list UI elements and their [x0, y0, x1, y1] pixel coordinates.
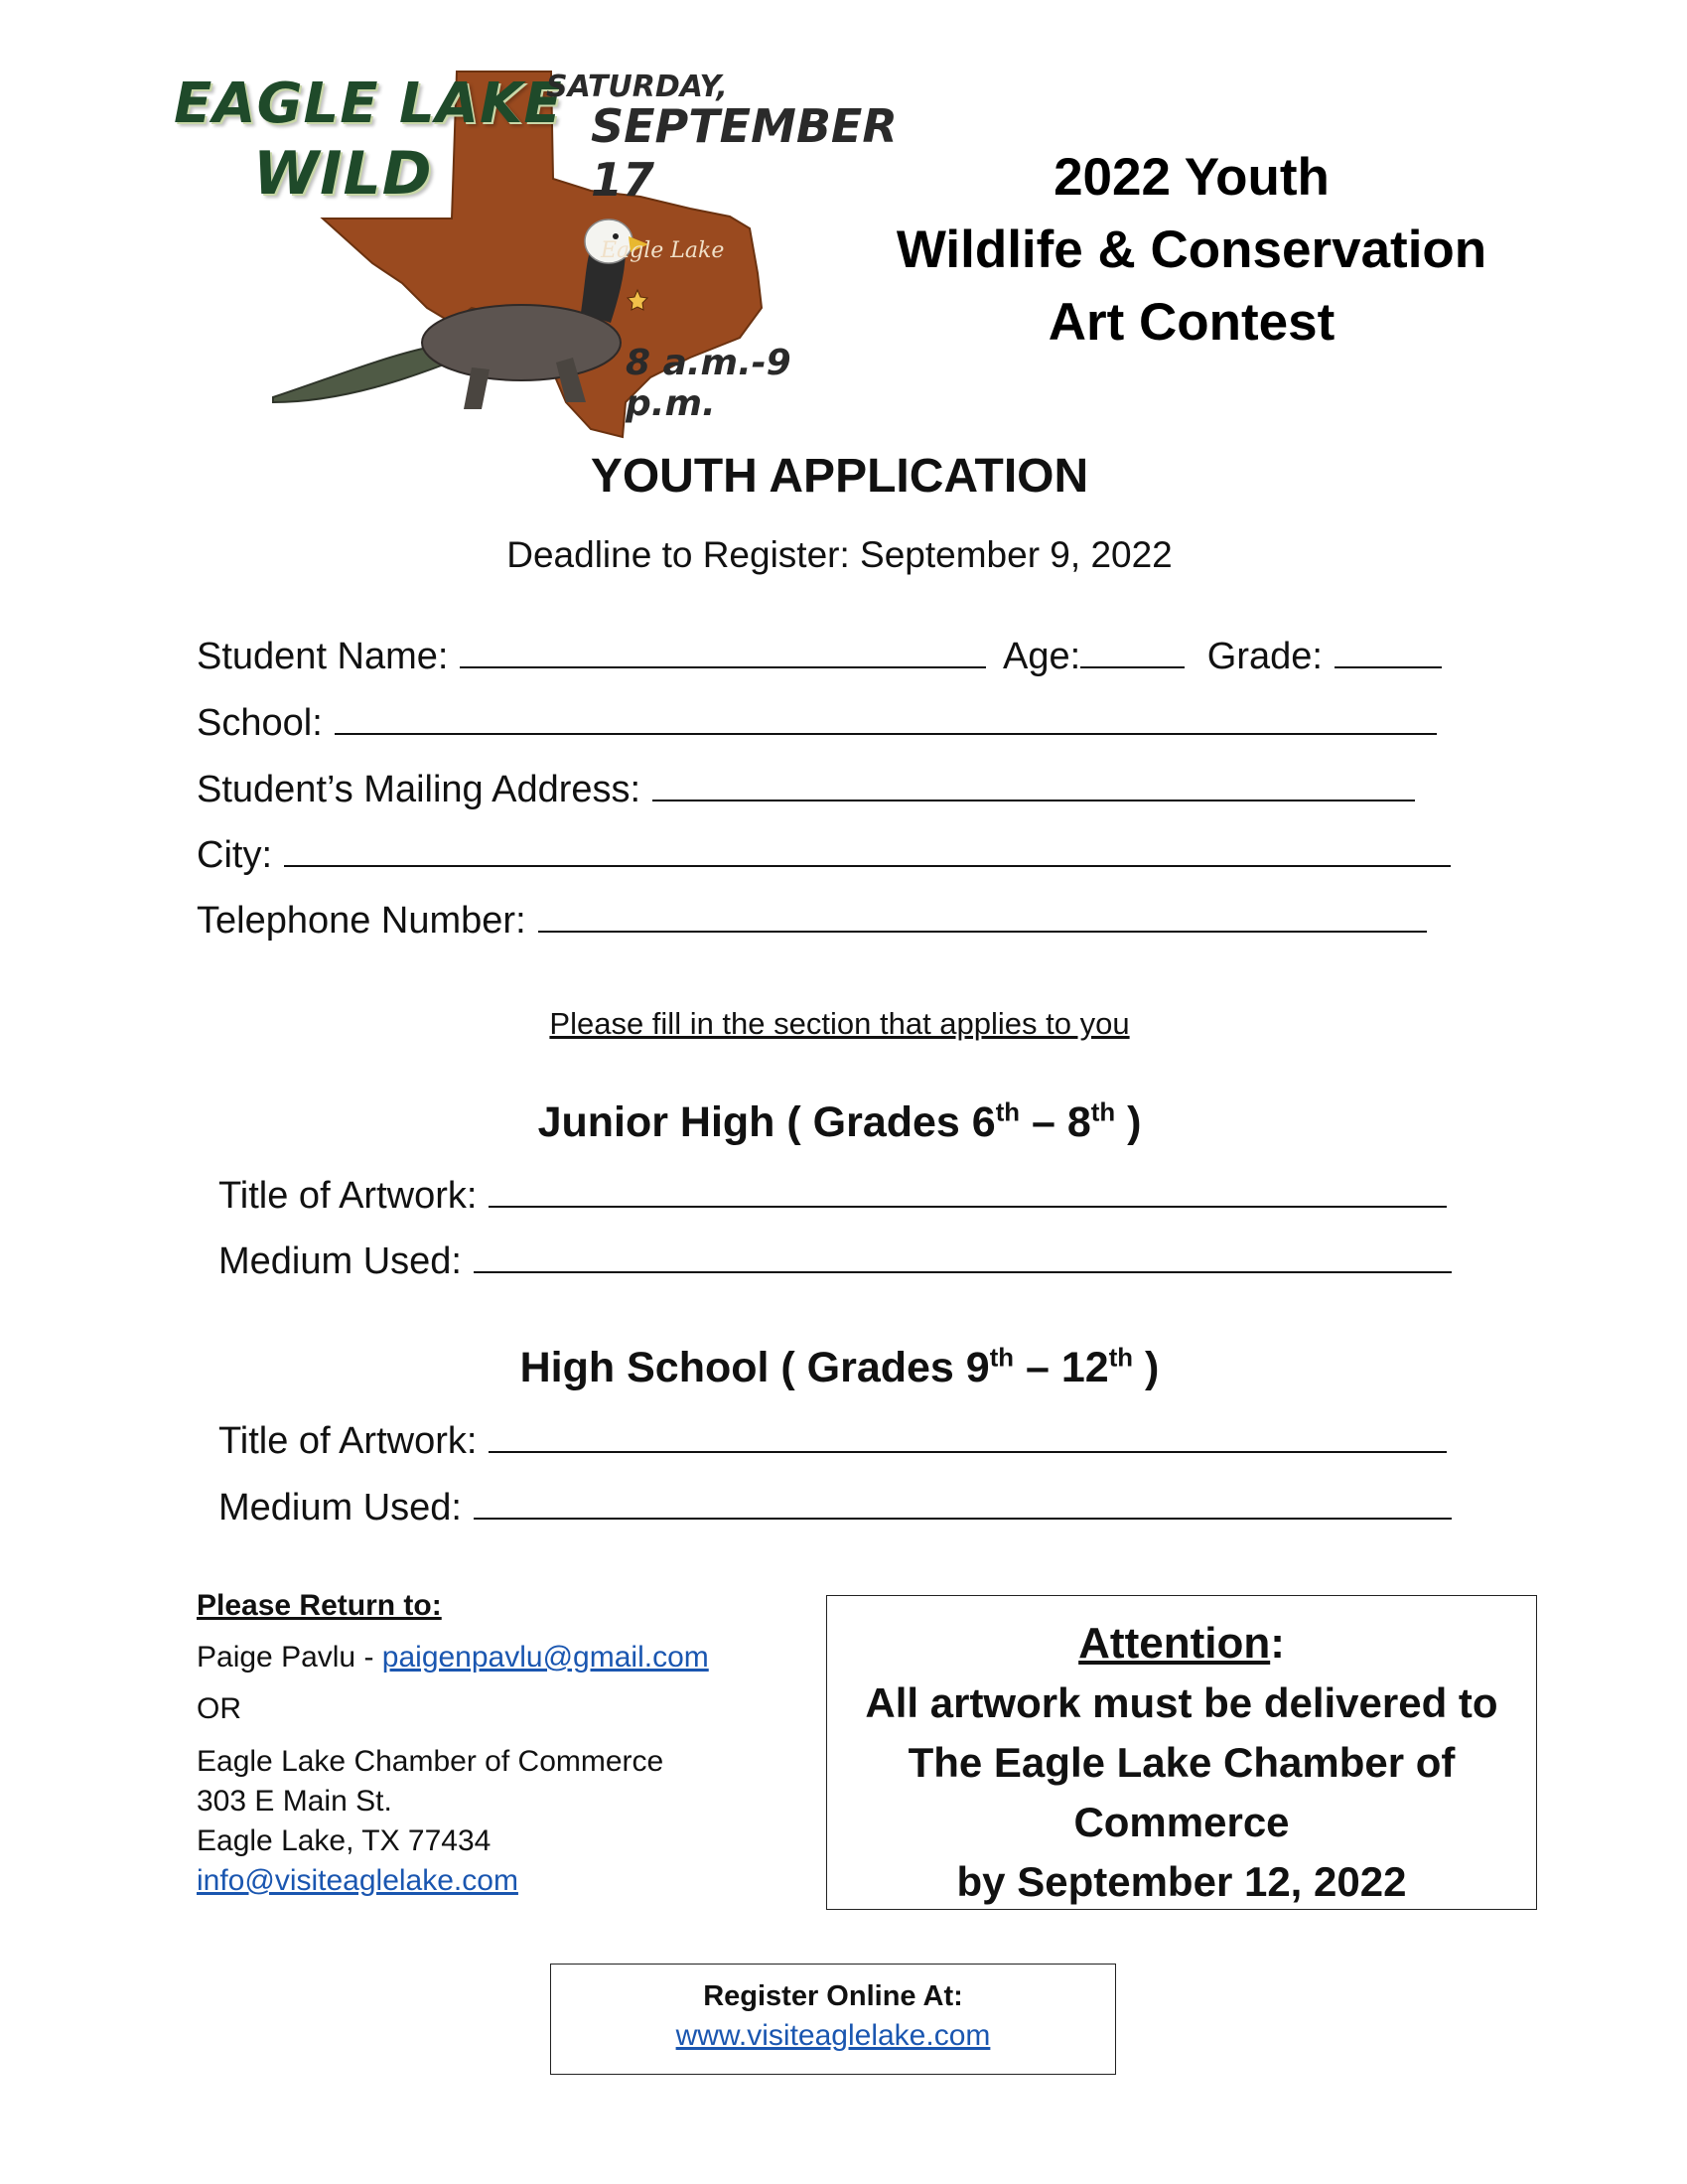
register-label: Register Online At: — [703, 1980, 963, 2012]
attention-line-2: The Eagle Lake Chamber of — [908, 1739, 1456, 1786]
attention-line-1: All artwork must be delivered to — [865, 1679, 1498, 1726]
logo-date: SEPTEMBER 17 — [591, 99, 898, 207]
hs-medium-row — [218, 1487, 1452, 1529]
jh-title-field[interactable] — [489, 1176, 1447, 1208]
jh-medium-row — [218, 1240, 1452, 1283]
hs-title-row — [218, 1420, 1447, 1463]
org-city-state: Eagle Lake, TX 77434 — [197, 1824, 492, 1857]
org-street: 303 E Main St. — [197, 1785, 392, 1818]
city-label: City: — [197, 834, 272, 876]
address-field[interactable] — [652, 770, 1415, 801]
attention-line-3: Commerce — [1073, 1799, 1290, 1845]
title-line-2: Wildlife & Conservation — [896, 220, 1487, 279]
contact-line — [197, 1641, 709, 1674]
telephone-label: Telephone Number: — [197, 900, 526, 942]
address-row — [197, 769, 1415, 811]
register-url-link[interactable]: www.visiteaglelake.com — [675, 2019, 991, 2052]
student-info-row — [197, 636, 1442, 678]
logo-town: Eagle Lake — [601, 238, 725, 263]
attention-box — [826, 1595, 1537, 1910]
org-email-link[interactable]: info@visiteaglelake.com — [197, 1864, 518, 1897]
hs-medium-field[interactable] — [474, 1488, 1452, 1520]
hs-medium-label: Medium Used: — [218, 1487, 462, 1529]
deadline-text: Deadline to Register: September 9, 2022 — [506, 534, 1173, 575]
hs-title-label: Title of Artwork: — [218, 1420, 478, 1462]
register-box — [550, 1964, 1116, 2075]
grade-label: Grade: — [1206, 636, 1323, 677]
grade-field[interactable] — [1335, 637, 1442, 668]
school-field[interactable] — [335, 703, 1437, 735]
telephone-row — [197, 900, 1427, 943]
contact-name: Paige Pavlu - — [197, 1641, 382, 1674]
logo-day: SATURDAY, — [546, 70, 728, 104]
logo-wordmark-line2: WILD — [253, 139, 433, 209]
junior-high-heading: Junior High ( Grades 6th – 8th ) — [537, 1098, 1142, 1146]
contact-email-link[interactable]: paigenpavlu@gmail.com — [381, 1641, 709, 1674]
city-field[interactable] — [284, 835, 1451, 867]
hs-title-field[interactable] — [489, 1421, 1447, 1453]
jh-title-row — [218, 1175, 1447, 1218]
student-name-field[interactable] — [460, 637, 986, 668]
event-logo — [174, 60, 898, 447]
jh-title-label: Title of Artwork: — [218, 1175, 478, 1217]
logo-wordmark-line1: EAGLE LAKE — [174, 72, 563, 136]
title-line-1: 2022 Youth — [1054, 148, 1330, 207]
org-name: Eagle Lake Chamber of Commerce — [197, 1745, 664, 1778]
age-field[interactable] — [1080, 637, 1185, 668]
attention-heading: Attention — [1078, 1619, 1271, 1668]
org-email-line — [197, 1864, 518, 1898]
school-label: School: — [197, 702, 323, 744]
jh-medium-label: Medium Used: — [218, 1240, 462, 1282]
attention-line-4: by September 12, 2022 — [956, 1858, 1407, 1905]
age-label: Age: — [1003, 636, 1081, 677]
logo-hours: 8 a.m.-9 p.m. — [626, 343, 791, 424]
title-line-3: Art Contest — [1048, 293, 1336, 352]
school-row — [197, 702, 1437, 745]
instruction-text: Please fill in the section that applies to you — [549, 1006, 1130, 1041]
address-label: Student’s Mailing Address: — [197, 769, 641, 810]
return-heading: Please Return to: — [197, 1589, 442, 1622]
attention-heading-line: Attention: — [1078, 1619, 1285, 1668]
or-text: OR — [197, 1692, 241, 1725]
city-row — [197, 834, 1451, 877]
application-heading: YOUTH APPLICATION — [590, 450, 1089, 503]
jh-medium-field[interactable] — [474, 1241, 1452, 1273]
high-school-heading: High School ( Grades 9th – 12th ) — [519, 1344, 1160, 1391]
register-url-line — [551, 2019, 1115, 2053]
student-name-label: Student Name: — [197, 636, 449, 677]
telephone-field[interactable] — [538, 901, 1427, 933]
